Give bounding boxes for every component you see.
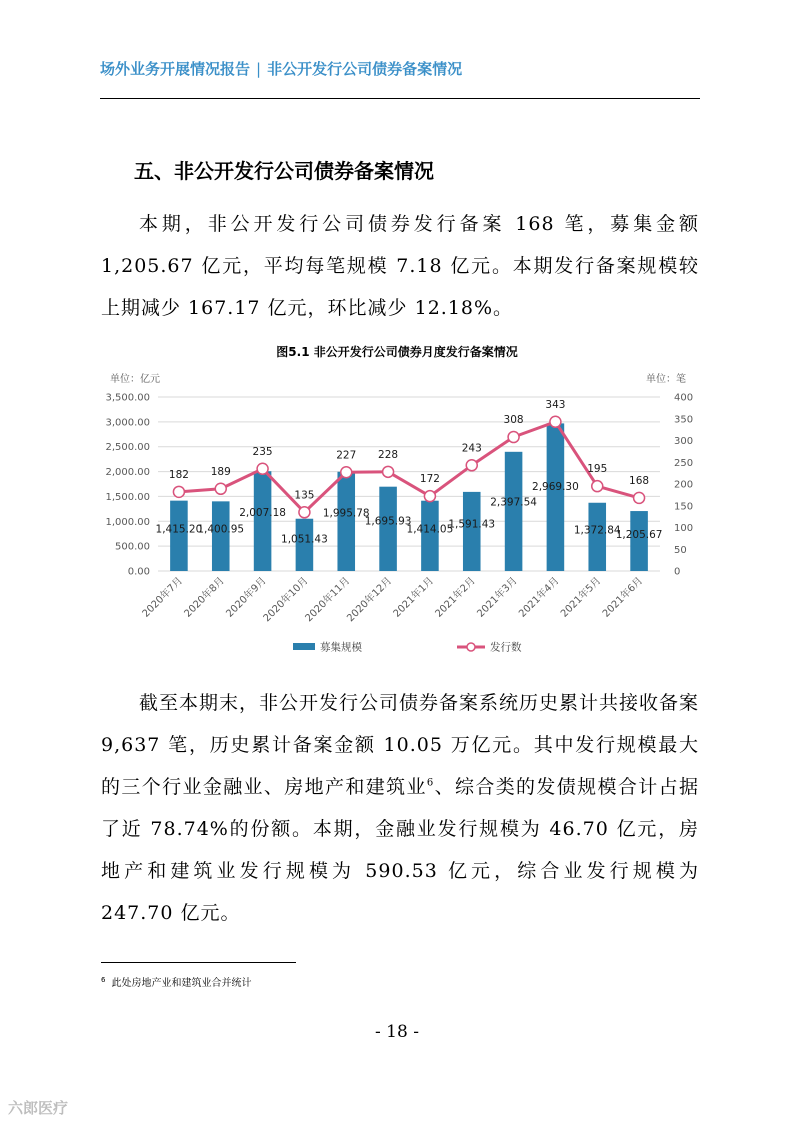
bar	[547, 423, 565, 571]
x-axis-tick-label: 2021年1月	[391, 575, 437, 620]
right-axis-tick-label: 200	[674, 479, 694, 491]
x-axis-tick-label: 2020年9月	[224, 575, 269, 620]
right-axis-tick-label: 400	[674, 392, 694, 404]
bar-data-label: 1,372.84	[573, 524, 621, 537]
bar	[421, 501, 439, 571]
line-point	[215, 483, 226, 494]
line-point	[550, 416, 561, 427]
bar-data-label: 1,995.78	[322, 507, 370, 520]
line-point	[341, 467, 352, 478]
running-header	[100, 58, 462, 79]
bar	[463, 492, 481, 571]
legend-bar-label: 募集规模	[320, 641, 362, 654]
bar-data-label: 1,415.20	[155, 523, 203, 536]
paragraph-2-part-2: 、综合类的发债规模合计占据了近 78.74%的份额。本期，金融业发行规模为 46.70 亿元，房地产和建筑业发行规模为 590.53 亿元，综合业发行规模为 247.70 亿元。	[101, 776, 699, 924]
right-axis-tick-label: 300	[674, 436, 694, 447]
right-axis-tick-label: 0	[674, 566, 681, 578]
line-data-label: 243	[461, 442, 482, 455]
bar-data-label: 1,205.67	[615, 529, 663, 542]
line-point	[257, 463, 268, 474]
paragraph-2	[101, 682, 699, 934]
footnote-divider	[101, 962, 296, 963]
line-point	[634, 492, 645, 503]
paragraph-1	[101, 203, 699, 329]
bar	[505, 452, 523, 571]
line-data-label: 343	[545, 398, 566, 411]
bar-data-label: 2,007.18	[239, 507, 286, 520]
watermark: 六郎医疗	[8, 1099, 69, 1117]
left-axis-tick-label: 500.00	[115, 541, 150, 553]
line-point	[592, 481, 603, 492]
line-data-label: 172	[419, 473, 440, 486]
legend-line-marker	[467, 643, 475, 651]
left-axis-tick-label: 1,500.00	[105, 491, 150, 503]
bar	[170, 501, 188, 571]
x-axis-tick-label: 2020年12月	[345, 575, 395, 625]
left-axis-tick-label: 2,000.00	[105, 467, 150, 479]
line-data-label: 182	[168, 468, 189, 481]
footnote	[101, 974, 251, 989]
left-axis-tick-label: 3,000.00	[105, 417, 150, 429]
line-data-label: 168	[629, 474, 650, 487]
x-axis-tick-label: 2021年5月	[558, 575, 604, 620]
line-point	[299, 507, 310, 518]
bar-data-label: 1,591.43	[448, 518, 496, 531]
x-axis-tick-label: 2021年3月	[475, 575, 520, 620]
bar-data-label: 1,400.95	[197, 523, 245, 536]
right-axis-unit: 单位：笔	[646, 374, 686, 385]
x-axis-tick-label: 2021年2月	[433, 575, 478, 620]
bar-data-label: 1,051.43	[281, 533, 328, 546]
bar	[379, 487, 397, 571]
right-axis-tick-label: 50	[674, 544, 687, 556]
bar	[337, 472, 355, 571]
right-axis-tick-label: 250	[674, 457, 694, 469]
x-axis-tick-label: 2020年8月	[182, 575, 227, 620]
line-data-label: 228	[378, 448, 399, 461]
x-axis-tick-label: 2020年11月	[303, 575, 353, 625]
paragraph-2-text	[101, 682, 699, 934]
footnote-reference[interactable]: 6	[426, 777, 435, 789]
line-data-label: 195	[587, 463, 608, 476]
header-section-title: 非公开发行公司债券备案情况	[267, 60, 463, 78]
right-axis-tick-label: 150	[674, 501, 694, 513]
line-point	[508, 432, 519, 443]
bar-data-label: 1,695.93	[364, 515, 412, 528]
left-axis-unit: 单位：亿元	[110, 374, 160, 385]
left-axis-tick-label: 1,000.00	[105, 516, 150, 528]
header-report-title: 场外业务开展情况报告	[100, 60, 251, 78]
footnote-text: 此处房地产业和建筑业合并统计	[111, 978, 252, 989]
x-axis-tick-label: 2021年6月	[600, 575, 646, 620]
line-point	[424, 491, 435, 502]
right-axis-tick-label: 350	[674, 414, 694, 426]
page-number: - 18 -	[375, 1022, 419, 1042]
bar-data-label: 2,969.30	[532, 480, 579, 493]
bar-data-label: 2,397.54	[490, 496, 537, 509]
line-series-path	[179, 422, 639, 512]
bar	[212, 501, 230, 571]
left-axis-tick-label: 2,500.00	[105, 442, 150, 454]
line-point	[383, 466, 394, 477]
figure-title: 图5.1 非公开发行公司债券月度发行备案情况	[276, 345, 518, 359]
x-axis-tick-label: 2020年10月	[261, 575, 311, 625]
x-axis-tick-label: 2021年4月	[517, 575, 562, 620]
footnote-marker: 6	[101, 975, 106, 984]
section-title: 五、非公开发行公司债券备案情况	[134, 159, 434, 183]
line-data-label: 189	[210, 465, 231, 478]
legend-line-label: 发行数	[490, 641, 522, 654]
bar	[254, 471, 272, 571]
header-divider	[100, 98, 700, 99]
x-axis-tick-label: 2020年7月	[140, 575, 186, 620]
bar	[588, 503, 606, 571]
paragraph-1-text: 本期，非公开发行公司债券发行备案 168 笔，募集金额 1,205.67 亿元，平均每笔规模 7.18 亿元。本期发行备案规模较上期减少 167.17 亿元，环比减少 12.18%。	[101, 213, 699, 319]
line-point	[466, 460, 477, 471]
header-separator: |	[256, 60, 262, 78]
legend-bar-swatch	[293, 643, 315, 650]
line-data-label: 235	[252, 445, 273, 458]
right-axis-tick-label: 100	[674, 523, 694, 534]
left-axis-tick-label: 3,500.00	[105, 392, 150, 404]
line-point	[173, 486, 184, 497]
line-data-label: 135	[294, 489, 315, 502]
line-data-label: 227	[336, 449, 357, 462]
line-data-label: 308	[503, 414, 524, 427]
paragraph-2-part-1: 截至本期末，非公开发行公司债券备案系统历史累计共接收备案 9,637 笔，历史累计备案金额 10.05 万亿元。其中发行规模最大的三个行业金融业、房地产和建筑业	[101, 692, 700, 798]
monthly-filing-chart	[90, 366, 700, 666]
left-axis-tick-label: 0.00	[127, 566, 150, 578]
bar-data-label: 1,414.05	[406, 523, 454, 536]
